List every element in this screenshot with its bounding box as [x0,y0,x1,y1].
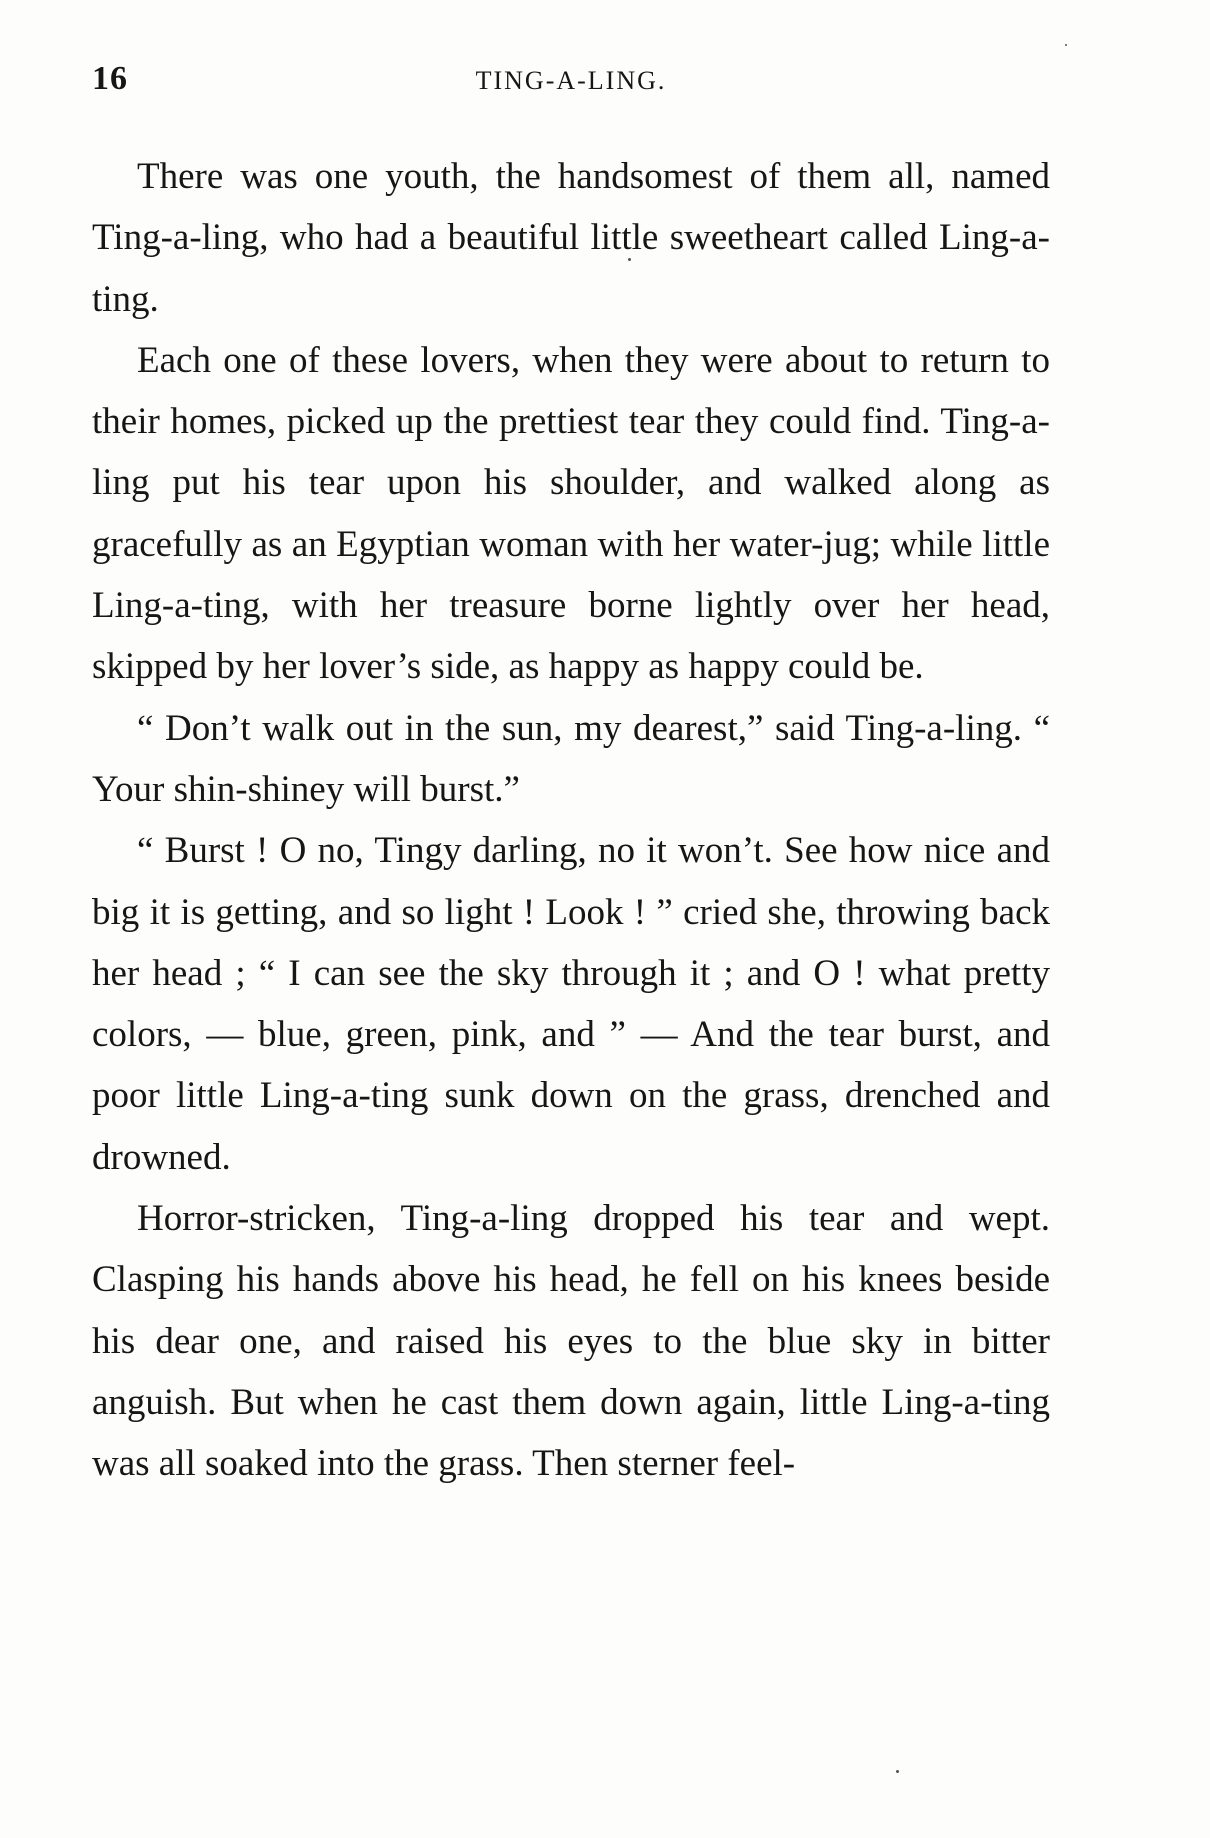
body-text [92,146,1050,1495]
running-head: TING-A-LING. [475,66,667,95]
paragraph-3: “ Don’t walk out in the sun, my dearest,” said Ting-a-ling. “ Your shin-shiney will burst.” [92,707,1050,810]
paper-speck [1065,44,1067,46]
paragraph-4: “ Burst ! O no, Tingy darling, no it won’t. See how nice and big it is getting, and so light ! Look ! ” cried she, throwing back her head ; “ I can see the sky through it ; and O ! what pretty colors, — blue, green, pink, and ” — And the tear burst, and poor little Ling-a-ting sunk down on the grass, drenched and drowned. [92,830,1050,1178]
page-header [92,60,1050,110]
page-number: 16 [92,60,128,97]
paper-speck [896,1770,899,1773]
paragraph-2: Each one of these lovers, when they were about to return to their homes, picked up the prettiest tear they could find. Ting-a-ling put his tear upon his shoulder, and walked along as gracefully as an Egyptian woman with her water-jug; while little Ling-a-ting, with her treasure borne lightly over her head, skipped by her lover’s side, as happy as happy could be. [92,339,1050,688]
paragraph-5: Horror-stricken, Ting-a-ling dropped his tear and wept. Clasping his hands above his head, he fell on his knees beside his dear one, and raised his eyes to the blue sky in bitter anguish. But when he cast them down again, little Ling-a-ting was all soaked into the grass. Then sterner feel- [92,1198,1050,1485]
paragraph-1: There was one youth, the handsomest of them all, named Ting-a-ling, who had a beautiful little sweetheart called Ling-a-ting. [92,156,1050,320]
paper-speck [628,258,631,261]
